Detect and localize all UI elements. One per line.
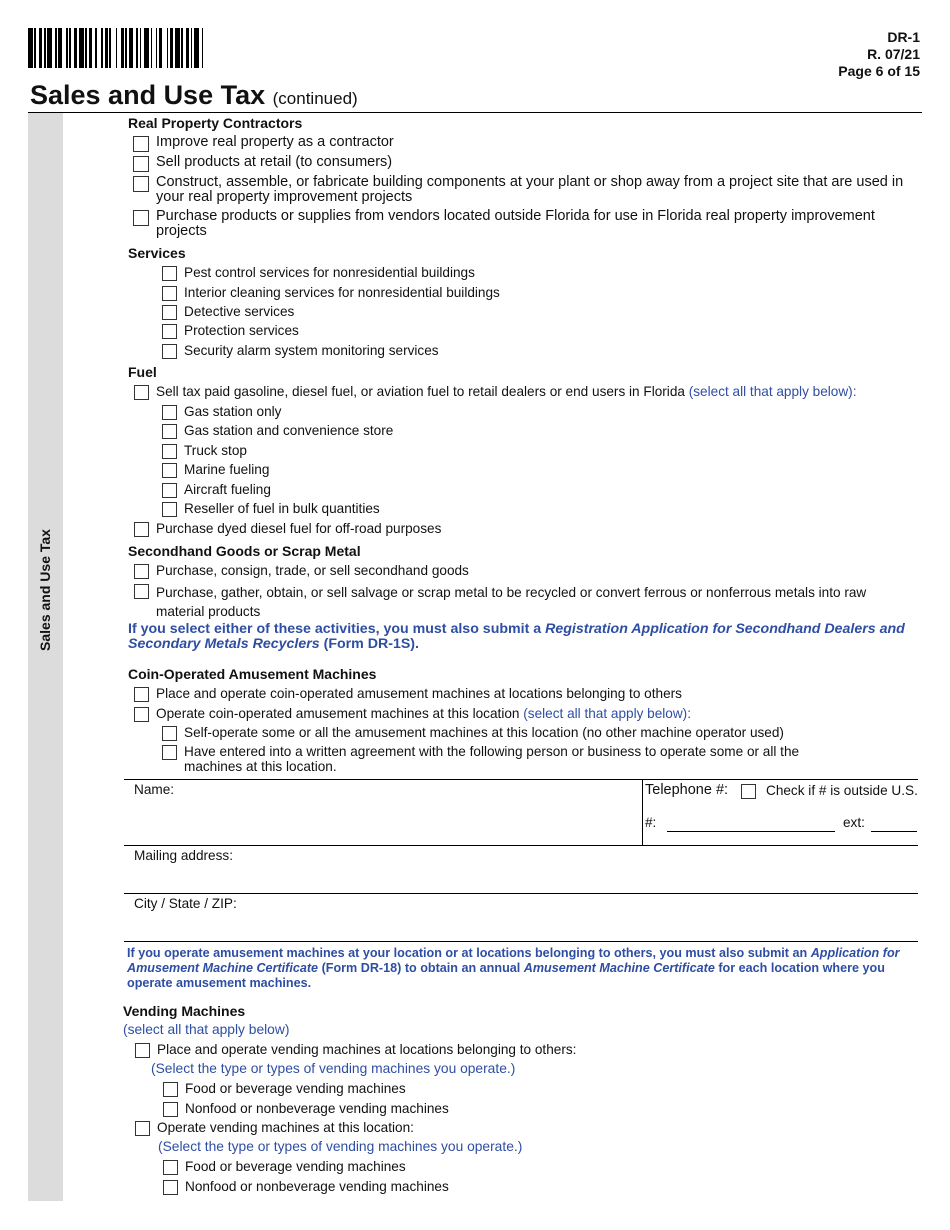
item-label: Place and operate vending machines at locations belonging to others: xyxy=(157,1042,577,1057)
ext-label: ext: xyxy=(843,815,865,830)
real-property-item-1[interactable] xyxy=(133,135,923,152)
contact-mid-rule xyxy=(124,845,918,846)
form-identifier xyxy=(838,29,920,80)
coin-item-2-text: Operate coin-operated amusement machines at this location xyxy=(156,706,520,721)
contact-top-rule xyxy=(124,779,918,780)
outside-us-label: Check if # is outside U.S. xyxy=(766,783,918,798)
secondhand-note-suffix: (Form DR-1S). xyxy=(323,636,419,652)
checkbox[interactable] xyxy=(163,1082,178,1097)
checkbox[interactable] xyxy=(135,1043,150,1058)
title-rule xyxy=(28,112,922,113)
vending-item-1-note: (Select the type or types of vending machines you operate.) xyxy=(151,1061,516,1076)
page-number: Page 6 of 15 xyxy=(838,63,920,79)
checkbox[interactable] xyxy=(134,564,149,579)
vending-item-1-sub-1[interactable] xyxy=(163,1081,763,1097)
fuel-sub-item-1[interactable] xyxy=(162,404,862,420)
item-label: Marine fueling xyxy=(184,462,270,477)
fuel-last-item[interactable] xyxy=(134,521,834,537)
services-item-3[interactable] xyxy=(162,304,862,320)
item-label: Purchase dyed diesel fuel for off-road purposes xyxy=(156,521,442,536)
checkbox[interactable] xyxy=(162,463,177,478)
coin-sub-item-1[interactable] xyxy=(162,725,882,741)
services-item-5[interactable] xyxy=(162,343,862,359)
real-property-item-2[interactable] xyxy=(133,155,923,172)
checkbox[interactable] xyxy=(134,385,149,400)
secondhand-note xyxy=(128,622,908,652)
secondhand-heading: Secondhand Goods or Scrap Metal xyxy=(128,543,361,559)
item-label: Construct, assemble, or fabricate building components at your plant or shop away from a project site that are used in your real property improvement projects xyxy=(156,174,904,205)
fuel-sub-item-3[interactable] xyxy=(162,443,862,459)
phone-number-input[interactable] xyxy=(667,831,835,832)
fuel-main-item[interactable] xyxy=(134,384,924,400)
checkbox[interactable] xyxy=(133,136,149,152)
checkbox[interactable] xyxy=(163,1180,178,1195)
amusement-note-p3: for each location where you operate amusement machines. xyxy=(127,961,885,990)
checkbox[interactable] xyxy=(162,483,177,498)
sidebar xyxy=(28,113,63,1201)
secondhand-item-1[interactable] xyxy=(134,563,914,579)
checkbox[interactable] xyxy=(162,305,177,320)
fuel-sub-item-5[interactable] xyxy=(162,482,862,498)
item-label: Gas station only xyxy=(184,404,282,419)
coin-heading: Coin-Operated Amusement Machines xyxy=(128,666,377,682)
item-label: Purchase products or supplies from vendors located outside Florida for use in Florida real property improvement projects xyxy=(156,208,875,239)
checkbox[interactable] xyxy=(162,502,177,517)
phone-number-label: #: xyxy=(645,815,657,830)
vending-item-1-sub-2[interactable] xyxy=(163,1101,763,1117)
item-label: Food or beverage vending machines xyxy=(185,1159,406,1174)
coin-sub-item-2[interactable] xyxy=(162,744,842,774)
item-label: Protection services xyxy=(184,323,299,338)
coin-item-2-note: (select all that apply below): xyxy=(523,706,691,721)
checkbox[interactable] xyxy=(163,1160,178,1175)
vending-item-2[interactable] xyxy=(135,1120,835,1136)
item-label xyxy=(156,384,856,399)
sidebar-label: Sales and Use Tax xyxy=(37,529,53,651)
coin-item-2[interactable] xyxy=(134,706,914,722)
checkbox[interactable] xyxy=(135,1121,150,1136)
checkbox[interactable] xyxy=(134,584,149,599)
item-label: Improve real property as a contractor xyxy=(156,134,394,150)
checkbox[interactable] xyxy=(162,405,177,420)
item-label: Gas station and convenience store xyxy=(184,423,394,438)
coin-item-1[interactable] xyxy=(134,686,914,702)
item-label: Truck stop xyxy=(184,443,247,458)
page-title xyxy=(30,80,358,111)
item-label: Nonfood or nonbeverage vending machines xyxy=(185,1179,449,1194)
amusement-note-p2: (Form DR-18) to obtain an annual xyxy=(321,961,521,975)
mailing-label: Mailing address: xyxy=(134,848,233,863)
item-label: Food or beverage vending machines xyxy=(185,1081,406,1096)
services-heading: Services xyxy=(128,245,186,261)
item-label: Sell products at retail (to consumers) xyxy=(156,154,393,170)
services-item-2[interactable] xyxy=(162,285,862,301)
fuel-main-note: (select all that apply below): xyxy=(688,384,857,399)
vending-item-2-note: (Select the type or types of vending machines you operate.) xyxy=(158,1139,523,1154)
item-label: Operate vending machines at this location: xyxy=(157,1120,414,1135)
ext-input[interactable] xyxy=(871,831,917,832)
checkbox[interactable] xyxy=(133,156,149,172)
fuel-sub-item-6[interactable] xyxy=(162,501,862,517)
checkbox[interactable] xyxy=(162,324,177,339)
amusement-note-i1: Application for Amusement Machine Certificate xyxy=(127,946,900,975)
checkbox[interactable] xyxy=(741,784,756,799)
vending-item-2-sub-2[interactable] xyxy=(163,1179,763,1195)
checkbox[interactable] xyxy=(133,210,149,226)
outside-us-check[interactable] xyxy=(741,783,918,799)
secondhand-item-2[interactable] xyxy=(134,583,894,621)
checkbox[interactable] xyxy=(162,344,177,359)
checkbox[interactable] xyxy=(162,726,177,741)
item-label: Reseller of fuel in bulk quantities xyxy=(184,501,380,516)
checkbox[interactable] xyxy=(134,687,149,702)
checkbox[interactable] xyxy=(134,707,149,722)
services-item-1[interactable] xyxy=(162,265,862,281)
mailing-rule xyxy=(124,893,918,894)
vending-item-2-sub-1[interactable] xyxy=(163,1159,763,1175)
amusement-note xyxy=(127,946,912,991)
city-rule xyxy=(124,941,918,942)
fuel-sub-item-4[interactable] xyxy=(162,462,862,478)
fuel-heading: Fuel xyxy=(128,364,157,380)
checkbox[interactable] xyxy=(133,176,149,192)
form-revision: R. 07/21 xyxy=(867,46,920,62)
amusement-note-p1: If you operate amusement machines at your location or at locations belonging to others, you must also submit an xyxy=(127,946,808,960)
real-property-item-3[interactable] xyxy=(133,175,923,205)
vending-item-1[interactable] xyxy=(135,1042,835,1058)
item-label: Detective services xyxy=(184,304,295,319)
checkbox[interactable] xyxy=(162,424,177,439)
services-item-4[interactable] xyxy=(162,323,862,339)
item-label: Interior cleaning services for nonresidential buildings xyxy=(184,285,500,300)
item-label: Pest control services for nonresidential buildings xyxy=(184,265,475,280)
barcode xyxy=(28,28,252,68)
contact-divider xyxy=(642,779,643,845)
item-label: Have entered into a written agreement with the following person or business to operate some or all the machines at this location. xyxy=(184,744,800,774)
fuel-sub-item-2[interactable] xyxy=(162,423,862,439)
vending-select-note: (select all that apply below) xyxy=(123,1022,290,1037)
item-label: Self-operate some or all the amusement machines at this location (no other machine operator used) xyxy=(184,725,784,740)
checkbox[interactable] xyxy=(162,286,177,301)
form-number: DR-1 xyxy=(887,29,920,45)
real-property-item-4[interactable] xyxy=(133,209,923,239)
city-label: City / State / ZIP: xyxy=(134,896,237,911)
item-label: Security alarm system monitoring services xyxy=(184,343,439,358)
item-label: Nonfood or nonbeverage vending machines xyxy=(185,1101,449,1116)
name-label: Name: xyxy=(134,782,175,797)
item-label xyxy=(156,706,691,721)
checkbox[interactable] xyxy=(162,444,177,459)
checkbox[interactable] xyxy=(134,522,149,537)
secondhand-note-prefix: If you select either of these activities, you must also submit a xyxy=(128,621,542,637)
telephone-label: Telephone #: xyxy=(645,782,729,798)
vending-heading: Vending Machines xyxy=(123,1003,246,1019)
amusement-note-i2: Amusement Machine Certificate xyxy=(523,961,715,975)
item-label: Aircraft fueling xyxy=(184,482,271,497)
checkbox[interactable] xyxy=(162,266,177,281)
item-label: Purchase, consign, trade, or sell secondhand goods xyxy=(156,563,469,578)
page-title-suffix: (continued) xyxy=(272,89,358,108)
secondhand-note-form-title: Registration Application for Secondhand Dealers and Secondary Metals Recyclers xyxy=(128,621,905,652)
fuel-main-text: Sell tax paid gasoline, diesel fuel, or aviation fuel to retail dealers or end users in Florida xyxy=(156,384,685,399)
page-title-text: Sales and Use Tax xyxy=(30,80,266,110)
checkbox[interactable] xyxy=(163,1102,178,1117)
checkbox[interactable] xyxy=(162,745,177,760)
item-label: Place and operate coin-operated amusement machines at locations belonging to others xyxy=(156,686,682,701)
barcode-bar xyxy=(203,28,206,68)
real-property-heading: Real Property Contractors xyxy=(128,115,303,131)
item-label: Purchase, gather, obtain, or sell salvage or scrap metal to be recycled or convert ferrous or nonferrous metals into raw material products xyxy=(156,585,867,619)
